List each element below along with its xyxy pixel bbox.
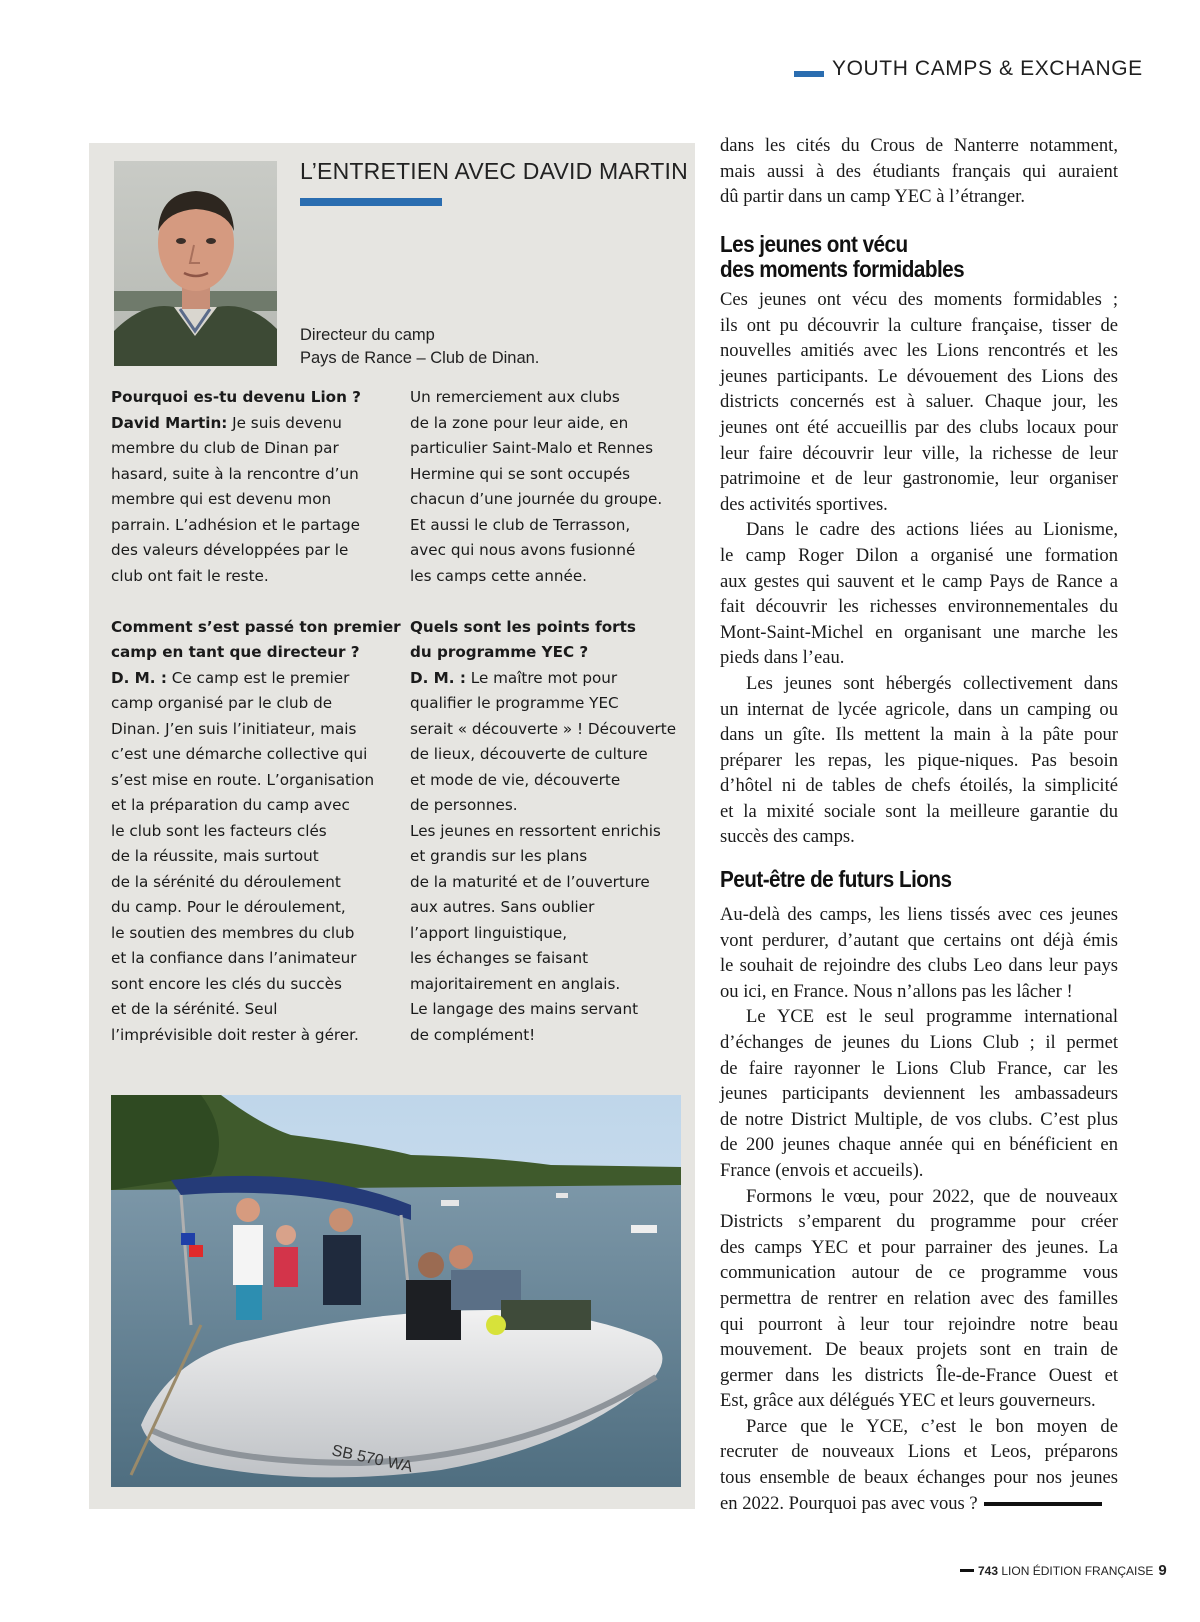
article-line: aux gestes qui sauvent et le camp Pays de Rance a <box>720 570 1118 592</box>
answer-line: David Martin: Je suis devenu <box>111 413 342 432</box>
article-line: tous ensemble de beaux échanges pour nos jeunes <box>720 1467 1118 1489</box>
article-line: des activités sportives. <box>720 493 888 515</box>
article-line: un internat de lycée agricole, dans un camping ou <box>720 698 1118 720</box>
article-line: en 2022. Pourquoi pas avec vous ? <box>720 1491 1118 1517</box>
article-line: Ces jeunes ont vécu des moments formidables ; <box>720 289 1118 310</box>
qa-left-column <box>111 385 401 1048</box>
article-line: de 200 jeunes chaque année qui en bénéficient en <box>720 1134 1118 1156</box>
section-tag-bar <box>794 71 824 77</box>
article-line: Le YCE est le seul programme international <box>746 1006 1118 1028</box>
thanks-line: avec qui nous avons fusionné <box>410 541 636 559</box>
question-2: Comment s’est passé ton premier <box>111 617 401 636</box>
article-line: Au-delà des camps, les liens tissés avec ces jeunes <box>720 904 1118 925</box>
answer-line: de la réussite, mais surtout <box>111 847 319 865</box>
question-3: du programme YEC ? <box>410 643 589 661</box>
article-line: préparer les repas, les pique-niques. Pas besoin <box>720 749 1118 771</box>
answer-line: de personnes. <box>410 796 518 814</box>
article-line: France (envois et accueils). <box>720 1159 924 1181</box>
page-number: 9 <box>1158 1562 1167 1579</box>
thanks-line: de la zone pour leur aide, en <box>410 413 629 432</box>
article-line: succès des camps. <box>720 826 855 848</box>
answer-line: l’imprévisible doit rester à gérer. <box>111 1025 359 1044</box>
answer-line: D. M. : Le maître mot pour <box>410 668 618 687</box>
article-line: Est, grâce aux délégués YEC et leurs gouverneurs. <box>720 1390 1096 1412</box>
boat-illustration <box>111 1095 681 1487</box>
article-line: patrimoine et de leur gastronomie, leur organiser <box>720 468 1118 490</box>
article-line: le camp Roger Dilon a organisé une formation <box>720 544 1118 566</box>
interview-title: L’ENTRETIEN AVEC DAVID MARTIN <box>300 158 688 184</box>
article-line: vont perdurer, d’autant que certains ont déjà émis <box>720 929 1118 951</box>
article-line: d’hôtel ni de tables de chefs étoilés, la simplicité <box>720 775 1118 797</box>
heading-1: Les jeunes ont vécu des moments formidables <box>720 231 965 282</box>
question-3: Quels sont les points forts <box>410 617 636 636</box>
answer-line: membre du club de Dinan par <box>111 439 339 457</box>
section-tag-text: YOUTH CAMPS & EXCHANGE <box>832 57 1143 80</box>
publication-name: LION ÉDITION FRANÇAISE <box>1001 1563 1154 1578</box>
question-1: Pourquoi es-tu devenu Lion ? <box>111 388 361 406</box>
answer-line: c’est une démarche collective qui <box>111 745 368 763</box>
speaker-label: David Martin: <box>111 413 228 432</box>
article-line: ils ont pu découvrir la culture française, tisser de <box>720 314 1118 336</box>
article-line: Mont-Saint-Michel en organisant une marche les <box>720 621 1118 643</box>
article-line: dans un gîte. Ils mettent la main à la pâte pour <box>720 724 1118 746</box>
question-2: camp en tant que directeur ? <box>111 643 360 661</box>
answer-line: des valeurs développées par le <box>111 541 349 559</box>
article-line: de faire rayonner le Lions Club France, car les <box>720 1057 1118 1079</box>
article-line: jeunes ont été accueillis par des clubs locaux pour <box>720 416 1118 438</box>
title-rule <box>300 198 442 206</box>
answer-line: de lieux, découverte de culture <box>410 745 648 763</box>
qa-right-column <box>410 385 690 1048</box>
article-line: qui pourront à leur tour rejoindre notre beau <box>720 1313 1118 1335</box>
answer-line: Les jeunes en ressortent enrichis <box>410 821 661 840</box>
article-line: leur faire découvrir leur ville, la richesse de leur <box>720 442 1118 464</box>
article-line: jeunes participants deviennent les ambassadeurs <box>720 1083 1118 1105</box>
article-line: communication autour de ce programme vous <box>720 1262 1118 1284</box>
article-line: permettra de rentrer en relation avec des familles <box>720 1287 1118 1309</box>
article-line: et la mixité sociale sont la meilleure garantie du <box>720 800 1118 822</box>
portrait-caption <box>300 324 660 370</box>
boat-registration: SB 570 WA <box>330 1442 415 1476</box>
article-intro <box>720 133 1118 210</box>
caption-line: Directeur du camp <box>300 326 435 344</box>
answer-line: et grandis sur les plans <box>410 847 588 865</box>
thanks-line: les camps cette année. <box>410 566 587 585</box>
speaker-label: D. M. : <box>410 668 466 687</box>
issue-number: 743 <box>978 1563 999 1578</box>
article-line: dans les cités du Crous de Nanterre notamment, <box>720 135 1118 156</box>
page-folio <box>960 1562 1167 1579</box>
article-line: pieds dans l’eau. <box>720 647 845 669</box>
answer-line: serait « découverte » ! Découverte <box>410 719 677 738</box>
article-line: Parce que le YCE, c’est le bon moyen de <box>746 1415 1118 1437</box>
answer-line: membre qui est devenu mon <box>111 490 332 508</box>
heading-2: Peut-être de futurs Lions <box>720 866 952 892</box>
answer-line: sont encore les clés du succès <box>111 974 342 993</box>
article-line: mouvement. De beaux projets sont en train de <box>720 1339 1118 1361</box>
answer-line: les échanges se faisant <box>410 949 589 967</box>
article-line: d’échanges de jeunes du Lions Club ; il permet <box>720 1031 1118 1053</box>
article-line: Dans le cadre des actions liées au Lionisme, <box>746 519 1118 541</box>
answer-line: de complément! <box>410 1025 536 1044</box>
answer-line: et mode de vie, découverte <box>410 770 621 789</box>
thanks-line: Hermine qui se sont occupés <box>410 464 631 483</box>
answer-line: du camp. Pour le déroulement, <box>111 898 346 916</box>
article-line: Formons le vœu, pour 2022, que de nouveaux <box>746 1185 1118 1207</box>
answer-line: parrain. L’adhésion et le partage <box>111 515 361 534</box>
thanks-line: Un remerciement aux clubs <box>410 388 620 406</box>
article-line: districts concernés est à saluer. Chaque jour, les <box>720 391 1118 413</box>
article-line: Les jeunes sont hébergés collectivement dans <box>746 672 1118 694</box>
article-line: Districts s’emparent du programme pour créer <box>720 1211 1118 1233</box>
article-line: de notre District Multiple, de vos clubs. C’est plus <box>720 1108 1118 1130</box>
answer-line: le club sont les facteurs clés <box>111 821 327 840</box>
answer-line: qualifier le programme YEC <box>410 694 619 712</box>
article-line: germer dans les districts Île-de-France Ouest et <box>720 1364 1118 1386</box>
article-line: mais aussi à des étudiants français qui auraient <box>720 160 1118 182</box>
article-section-1 <box>720 287 1118 850</box>
article-line: dû partir dans un camp YEC à l’étranger. <box>720 186 1025 208</box>
answer-line: hasard, suite à la rencontre d’un <box>111 464 359 483</box>
answer-line: D. M. : Ce camp est le premier <box>111 668 350 687</box>
answer-line: s’est mise en route. L’organisation <box>111 770 375 789</box>
answer-line: Dinan. J’en suis l’initiateur, mais <box>111 719 357 738</box>
answer-line: camp organisé par le club de <box>111 694 333 712</box>
caption-line: Pays de Rance – Club de Dinan. <box>300 349 540 367</box>
answer-line: et la préparation du camp avec <box>111 796 350 814</box>
section-tag <box>794 54 1143 84</box>
article-line: jeunes participants. Le dévouement des Lions des <box>720 365 1118 387</box>
article-line: fait découvrir les richesses environnementales du <box>720 596 1118 618</box>
answer-line: et de la sérénité. Seul <box>111 1000 278 1018</box>
answer-line: Le langage des mains servant <box>410 1000 639 1018</box>
answer-line: de la sérénité du déroulement <box>111 872 341 891</box>
answer-line: club ont fait le reste. <box>111 566 269 585</box>
answer-line: et la confiance dans l’animateur <box>111 949 357 967</box>
portrait-illustration <box>114 161 277 366</box>
end-mark <box>984 1502 1102 1506</box>
article-line: ou ici, en France. Nous n’allons pas les lâcher ! <box>720 980 1073 1002</box>
article-section-2 <box>720 902 1118 1516</box>
answer-line: le soutien des membres du club <box>111 923 355 942</box>
thanks-line: chacun d’une journée du groupe. <box>410 490 663 508</box>
thanks-line: particulier Saint-Malo et Rennes <box>410 439 654 457</box>
article-line: le souhait de rejoindre des clubs Leo dans leur pays <box>720 955 1118 977</box>
article-line: recruter de nouveaux Lions et Leos, préparons <box>720 1441 1118 1463</box>
article-line: nouvelles amitiés avec les Lions rencontrés et les <box>720 340 1118 362</box>
thanks-line: Et aussi le club de Terrasson, <box>410 515 631 534</box>
boat-photo <box>111 1095 681 1487</box>
answer-line: majoritairement en anglais. <box>410 974 621 993</box>
speaker-label: D. M. : <box>111 668 167 687</box>
article-line: des camps YEC et pour parrainer des jeunes. La <box>720 1236 1118 1258</box>
answer-line: de la maturité et de l’ouverture <box>410 872 650 891</box>
answer-line: l’apport linguistique, <box>410 923 568 942</box>
portrait-photo <box>114 161 277 366</box>
answer-line: aux autres. Sans oublier <box>410 898 595 916</box>
folio-dash <box>960 1569 974 1572</box>
